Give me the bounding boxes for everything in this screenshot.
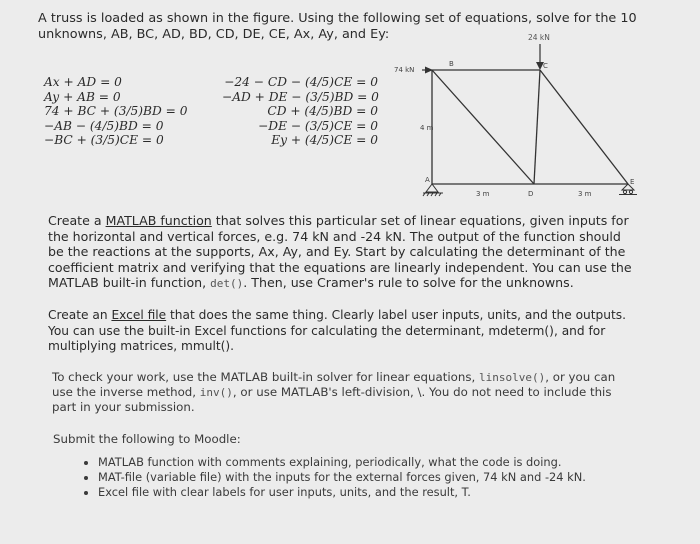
- para3-text: To check your work, use the MATLAB built-in solver for linear equations,: [52, 370, 479, 384]
- equation: Ax + AD = 0: [44, 75, 122, 89]
- equation: −24 − CD − (4/5)CE = 0: [224, 75, 378, 89]
- node-b-label: B: [449, 60, 454, 68]
- matlab-function-link[interactable]: MATLAB function: [105, 213, 212, 228]
- height-label: 4 m: [420, 124, 434, 132]
- para2-text: Create an: [48, 308, 112, 322]
- span2-label: 3 m: [578, 190, 592, 198]
- excel-file-link[interactable]: Excel file: [111, 308, 167, 322]
- equation: Ay + AB = 0: [44, 89, 121, 104]
- equation: CD + (4/5)BD = 0: [267, 104, 378, 118]
- span1-label: 3 m: [476, 190, 490, 198]
- para1-text: Create a: [48, 213, 106, 228]
- check-instructions: [52, 370, 632, 415]
- submit-heading: Submit the following to Moodle:: [53, 432, 241, 446]
- load-left-label: 74 kN: [394, 66, 415, 74]
- equation: 74 + BC + (3/5)BD = 0: [44, 104, 188, 118]
- equations-right: [222, 75, 378, 148]
- excel-instructions: [48, 308, 636, 355]
- para3-text: , or you can use the inverse method,: [52, 370, 616, 399]
- para1-text: that solves this particular set of linear equations, given inputs for the horizontal and vertical forces, e.g. 74 kN and -24 kN. The output of the function should be the reactions at the supports, Ax, Ay, and Ey. Start by calculating the determinant of the coefficient matrix and verifying that the equations are linearly independent. You can use the MATLAB built-in function,: [48, 213, 632, 291]
- para1-text: . Then, use Cramer's rule to solve for the unknowns.: [243, 275, 574, 291]
- para2-text: that does the same thing. Clearly label user inputs, units, and the outputs. You can use the built-in Excel functions for calculating the determinant, mdeterm(), and for multiplying matrices, mmult().: [48, 308, 627, 354]
- list-item: • MAT-file (variable file) with the inputs for the external forces given, 74 kN and -24 kN.: [98, 470, 658, 485]
- para3-text: , or use MATLAB's left-division, \. You do not need to include this part in your submission.: [52, 385, 612, 414]
- inv-code: inv(): [199, 386, 233, 399]
- load-top-label: 24 kN: [528, 33, 550, 42]
- equation: −AD + DE − (3/5)BD = 0: [222, 89, 379, 104]
- member-bd: [432, 70, 534, 184]
- node-e-label: E: [630, 178, 635, 186]
- intro-line-2: unknowns, AB, BC, AD, BD, CD, DE, CE, Ax, Ay, and Ey:: [38, 27, 390, 42]
- member-ce: [540, 70, 628, 184]
- pin-support-icon: [423, 184, 443, 196]
- submit-list: [76, 455, 658, 500]
- node-c-label: C: [543, 62, 548, 70]
- linsolve-code: linsolve(): [479, 371, 546, 384]
- equations-left: [44, 75, 188, 148]
- list-item: • Excel file with clear labels for user inputs, units, and the result, T.: [98, 485, 658, 500]
- equation: Ey + (4/5)CE = 0: [271, 133, 378, 147]
- intro-line-1: A truss is loaded as shown in the figure. Using the following set of equations, solve for the 10: [38, 11, 637, 26]
- equation: −BC + (3/5)CE = 0: [44, 133, 164, 147]
- node-d-label: D: [528, 190, 534, 198]
- equation: −DE − (3/5)CE = 0: [258, 118, 378, 133]
- matlab-instructions: [48, 213, 636, 292]
- node-a-label: A: [425, 176, 430, 184]
- list-item: • MATLAB function with comments explaining, periodically, what the code is doing.: [98, 455, 658, 470]
- equation: −AB − (4/5)BD = 0: [44, 118, 164, 133]
- det-code: det(): [210, 277, 244, 291]
- truss-figure: [392, 30, 642, 205]
- member-cd: [534, 70, 540, 184]
